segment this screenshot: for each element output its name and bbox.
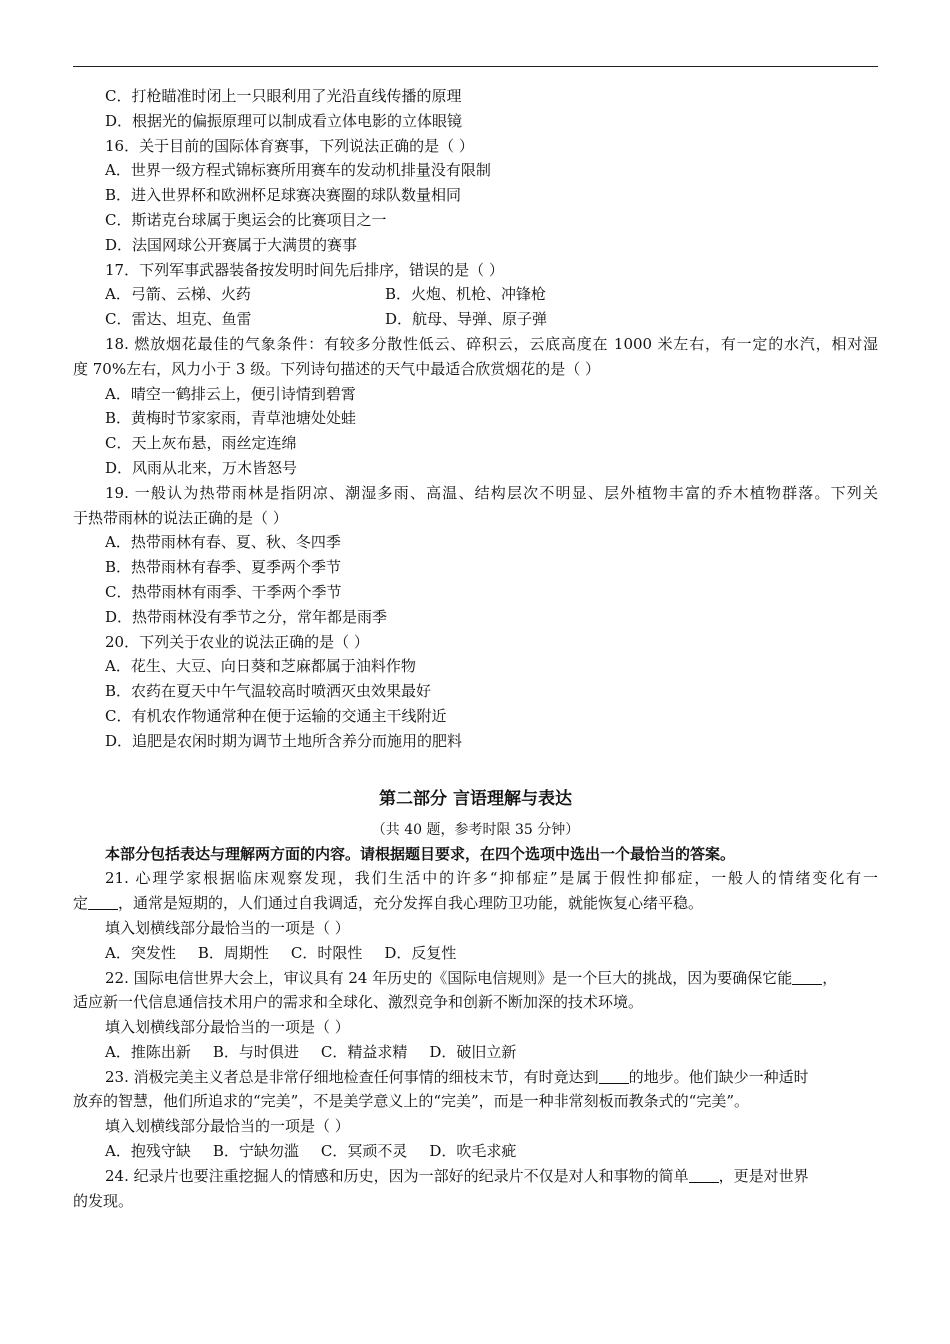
q22-options <box>73 1040 878 1065</box>
q22-text-post: ， <box>822 968 838 987</box>
q20-option-c: C．有机农作物通常种在便于运输的交通主干线附近 <box>105 706 447 725</box>
q24-text-post: ，更是对世界 <box>718 1166 809 1185</box>
q18-option-c: C．天上灰布悬，雨丝定连绵 <box>105 434 297 453</box>
q18-option-a: A．晴空一鹤排云上，便引诗情到碧霄 <box>105 384 356 403</box>
q23-text-post: 的地步。他们缺少一种适时 <box>628 1067 809 1086</box>
q21-stem-line1: 21. 心理学家根据临床观察发现，我们生活中的许多“抑郁症”是属于假性抑郁症，一般人的情绪变化有一 <box>105 869 878 888</box>
q23-prompt: 填入划横线部分最恰当的一项是（ ） <box>105 1117 350 1136</box>
q21-option-d: D．反复性 <box>384 943 457 962</box>
q22-option-d: D．破旧立新 <box>429 1042 517 1061</box>
q24-text-pre: 24. 纪录片也要注重挖掘人的情感和历史，因为一部好的纪录片不仅是对人和事物的简单 <box>105 1166 689 1185</box>
q17-option-c: C．雷达、坦克、鱼雷 <box>105 310 252 329</box>
header-rule <box>73 66 878 67</box>
q17-options-row1 <box>73 282 878 307</box>
q21-blank <box>88 894 118 910</box>
q19-stem-line1: 19. 一般认为热带雨林是指阴凉、潮湿多雨、高温、结构层次不明显、层外植物丰富的乔木植物群落。下列关 <box>105 483 878 502</box>
q22-option-a: A．推陈出新 <box>105 1042 191 1061</box>
q22-option-b: B．与时俱进 <box>212 1042 299 1061</box>
q17-stem: 17．下列军事武器装备按发明时间先后排序，错误的是（ ） <box>105 260 504 279</box>
q20-option-a: A．花生、大豆、向日葵和芝麻都属于油料作物 <box>105 657 416 676</box>
q23-text-pre: 23. 消极完美主义者总是非常仔细地检查任何事情的细枝末节，有时竟达到 <box>105 1067 599 1086</box>
q22-option-c: C．精益求精 <box>320 1042 408 1061</box>
q22-prompt: 填入划横线部分最恰当的一项是（ ） <box>105 1018 350 1037</box>
q23-blank <box>599 1068 629 1084</box>
q23-options <box>73 1139 878 1164</box>
q17-option-a: A．弓箭、云梯、火药 <box>105 285 251 304</box>
section-instructions: 本部分包括表达与理解两方面的内容。请根据题目要求，在四个选项中选出一个最恰当的答案。 <box>105 844 736 863</box>
q22-stem-line2: 适应新一代信息通信技术用户的需求和全球化、激烈竞争和创新不断加深的技术环境。 <box>73 993 644 1012</box>
q20-stem: 20．下列关于农业的说法正确的是（ ） <box>105 632 369 651</box>
q22-text-pre: 22. 国际电信世界大会上，审议具有 24 年历史的《国际电信规则》是一个巨大的挑战，因为要确保它能 <box>105 968 793 987</box>
q23-option-b: B．宁缺勿滥 <box>212 1142 299 1161</box>
q20-option-d: D．追肥是农闲时期为调节土地所含养分而施用的肥料 <box>105 731 463 750</box>
q21-stem-line2 <box>73 891 878 916</box>
q22-blank <box>792 969 822 985</box>
q21-text-post: ，通常是短期的，人们通过自我调适，充分发挥自我心理防卫功能，就能恢复心绪平稳。 <box>118 894 704 913</box>
q23-stem-line1 <box>73 1065 878 1090</box>
q19-option-d: D．热带雨林没有季节之分，常年都是雨季 <box>105 607 388 626</box>
q16-option-a: A．世界一级方程式锦标赛所用赛车的发动机排量没有限制 <box>105 161 491 180</box>
section-subtitle: （共 40 题，参考时限 35 分钟） <box>371 821 580 838</box>
q16-option-d: D．法国网球公开赛属于大满贯的赛事 <box>105 235 358 254</box>
q18-stem-line1: 18. 燃放烟花最佳的气象条件：有较多分散性低云、碎积云，云底高度在 1000 米左右，有一定的水汽，相对湿 <box>105 334 878 353</box>
q24-stem-line1 <box>73 1164 878 1189</box>
exam-page <box>73 84 878 1213</box>
q15-option-c: C．打枪瞄准时闭上一只眼利用了光沿直线传播的原理 <box>105 87 462 105</box>
q17-options-row2 <box>73 307 878 332</box>
q18-option-b: B．黄梅时节家家雨，青草池塘处处蛙 <box>105 409 357 428</box>
q19-option-a: A．热带雨林有春、夏、秋、冬四季 <box>105 533 341 552</box>
q21-text-pre: 定 <box>73 894 89 913</box>
q23-option-c: C．冥顽不灵 <box>320 1142 408 1161</box>
q20-option-b: B．农药在夏天中午气温较高时喷洒灭虫效果最好 <box>105 682 432 701</box>
q17-option-b: B．火炮、机枪、冲锋枪 <box>385 285 547 304</box>
q23-stem-line2: 放弃的智慧，他们所追求的“完美”，不是美学意义上的“完美”，而是一种非常刻板而教条式的“完美”。 <box>73 1092 750 1111</box>
q16-stem: 16．关于目前的国际体育赛事，下列说法正确的是（ ） <box>105 136 474 155</box>
q21-prompt: 填入划横线部分最恰当的一项是（ ） <box>105 918 350 937</box>
q19-option-b: B．热带雨林有春季、夏季两个季节 <box>105 558 342 577</box>
q15-option-d: D．根据光的偏振原理可以制成看立体电影的立体眼镜 <box>105 111 463 130</box>
q18-option-d: D．风雨从北来，万木皆怒号 <box>105 458 298 477</box>
q16-option-c: C．斯诺克台球属于奥运会的比赛项目之一 <box>105 210 387 229</box>
q18-stem-line2: 度 70%左右，风力小于 3 级。下列诗句描述的天气中最适合欣赏烟花的是（ ） <box>73 359 600 378</box>
q24-blank <box>689 1167 719 1183</box>
q19-stem-line2: 于热带雨林的说法正确的是（ ） <box>73 508 288 527</box>
q21-options <box>73 941 878 966</box>
q19-option-c: C．热带雨林有雨季、干季两个季节 <box>105 582 342 601</box>
q21-option-b: B．周期性 <box>197 943 269 962</box>
q17-option-d: D．航母、导弹、原子弹 <box>385 310 548 329</box>
q16-option-b: B．进入世界杯和欧洲杯足球赛决赛圈的球队数量相同 <box>105 186 462 205</box>
q22-stem-line1 <box>73 966 878 991</box>
q21-option-a: A．突发性 <box>105 943 176 962</box>
q21-option-c: C．时限性 <box>290 943 363 962</box>
q24-stem-line2: 的发现。 <box>73 1191 134 1210</box>
q23-option-a: A．抱残守缺 <box>105 1142 191 1161</box>
q23-option-d: D．吹毛求疵 <box>429 1142 517 1161</box>
section-title: 第二部分 言语理解与表达 <box>379 788 572 809</box>
